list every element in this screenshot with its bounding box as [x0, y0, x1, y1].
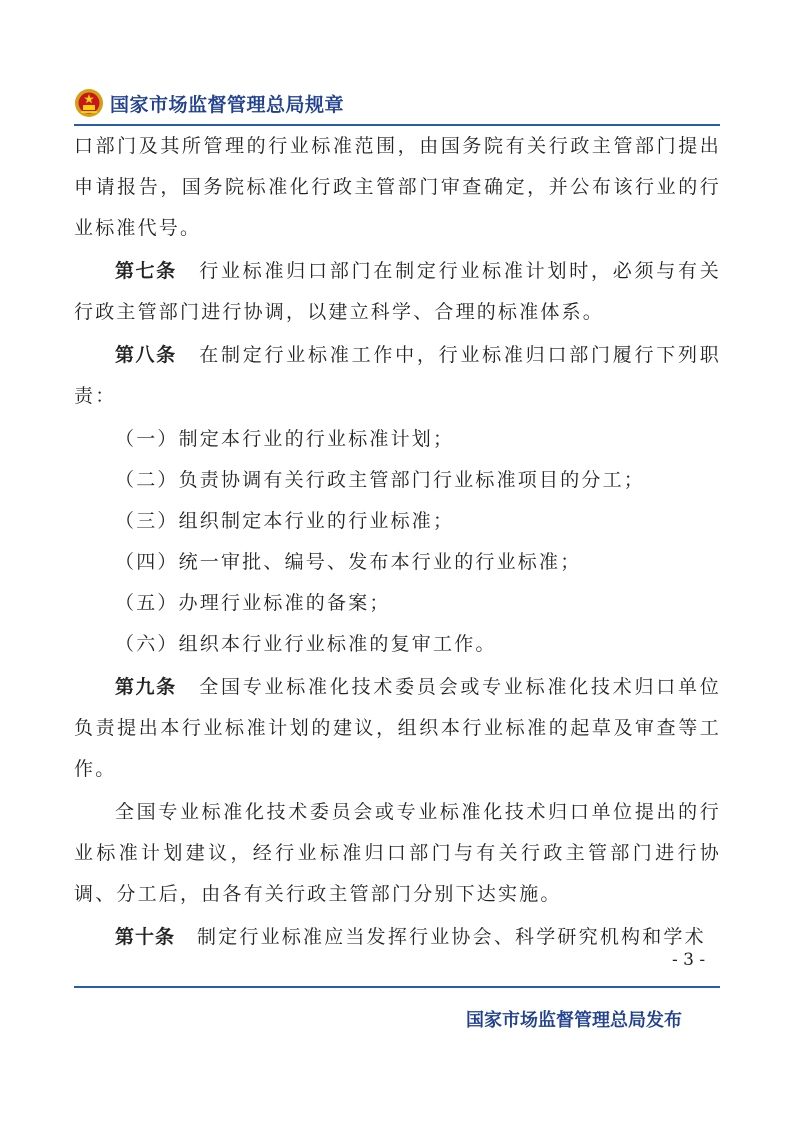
article-7-text: 行业标准归口部门在制定行业标准计划时，必须与有关行政主管部门进行协调，以建立科学、合理的标准体系。 — [74, 260, 721, 323]
document-header — [74, 86, 344, 120]
list-item: （二）负责协调有关行政主管部门行业标准项目的分工； — [115, 469, 646, 491]
document-body — [74, 126, 721, 958]
article-8-text: 在制定行业标准工作中，行业标准归口部门履行下列职责： — [74, 344, 721, 407]
list-item: （五）办理行业标准的备案； — [115, 592, 391, 614]
article-7-label: 第七条 — [115, 260, 177, 282]
header-title: 国家市场监督管理总局规章 — [110, 93, 345, 116]
article-10-label: 第十条 — [115, 926, 176, 948]
national-emblem-icon — [74, 88, 104, 118]
footer-divider — [74, 986, 720, 988]
article-9 — [74, 667, 721, 790]
continued-paragraph: 口部门及其所管理的行业标准范围，由国务院有关行政主管部门提出申请报告，国务院标准化行政主管部门审查确定，并公布该行业的行业标准代号。 — [74, 135, 721, 239]
article-8-label: 第八条 — [115, 344, 177, 366]
page-number: - 3 - — [672, 950, 706, 970]
article-7 — [74, 251, 721, 333]
footer-publisher: 国家市场监督管理总局发布 — [466, 1010, 682, 1031]
list-item: （六）组织本行业行业标准的复审工作。 — [115, 633, 497, 655]
article-10-text: 制定行业标准应当发挥行业协会、科学研究机构和学术 — [197, 926, 706, 948]
article-8 — [74, 335, 721, 417]
article-9-label: 第九条 — [115, 676, 177, 698]
article-9-paragraph-2: 全国专业标准化技术委员会或专业标准化技术归口单位提出的行业标准计划建议，经行业标准归口部门与有关行政主管部门进行协调、分工后，由各有关行政主管部门分别下达实施。 — [74, 801, 721, 905]
list-item: （三）组织制定本行业的行业标准； — [115, 510, 455, 532]
list-item: （四）统一审批、编号、发布本行业的行业标准； — [115, 551, 582, 573]
list-item: （一）制定本行业的行业标准计划； — [115, 428, 455, 450]
article-9-text: 全国专业标准化技术委员会或专业标准化技术归口单位负责提出本行业标准计划的建议，组织本行业标准的起草及审查等工作。 — [74, 676, 721, 780]
article-10 — [74, 917, 721, 958]
